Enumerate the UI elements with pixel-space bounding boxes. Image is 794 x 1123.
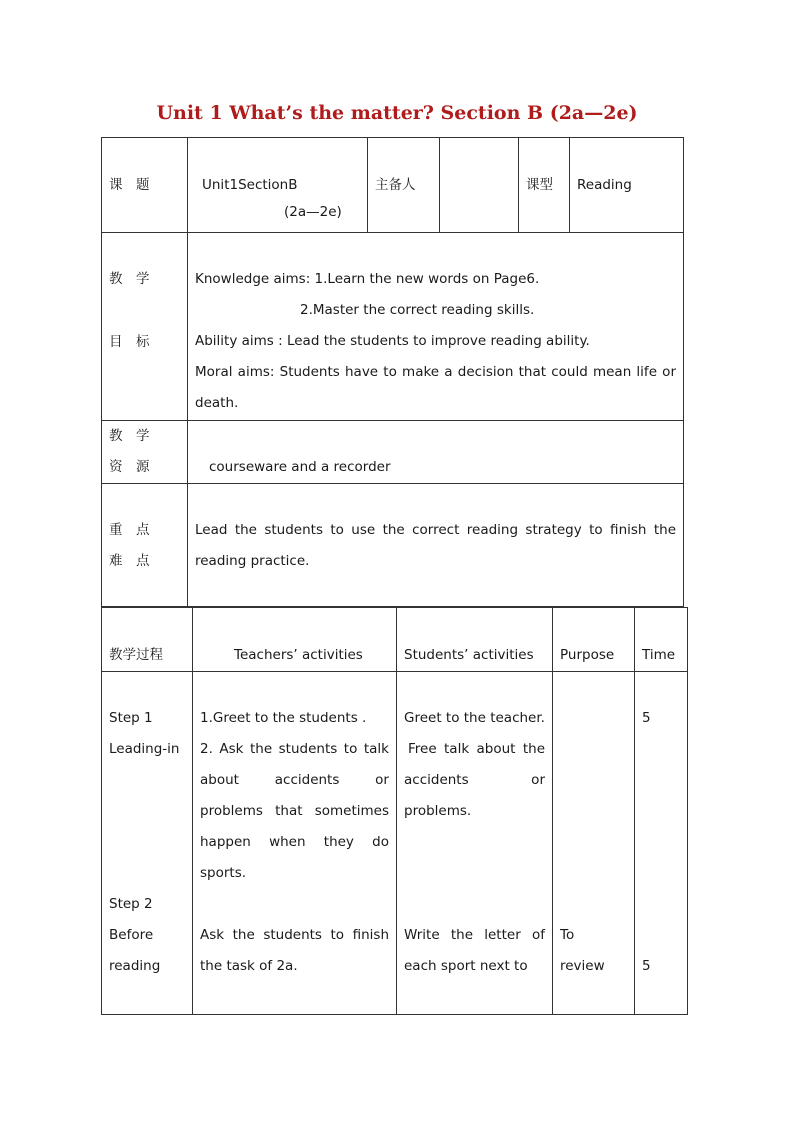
type-value-cell (570, 138, 684, 233)
key-points-value: Lead the students to use the correct reading strategy to finish the reading practice. (195, 522, 676, 569)
type-label-cell (519, 138, 570, 233)
steps-purpose-cell (553, 672, 635, 1015)
info-row (102, 138, 684, 233)
key-points-value-cell (188, 484, 684, 607)
resources-label-line1: 教 学 (109, 428, 150, 444)
steps-teacher-cell (193, 672, 397, 1015)
lesson-info-table (101, 137, 684, 607)
header-step-cell (102, 608, 193, 672)
aims-row (102, 233, 684, 421)
resources-value-cell (188, 421, 684, 484)
moral-aim: Moral aims: Students have to make a decision that could mean life or death. (195, 364, 676, 411)
header-purpose-cell (553, 608, 635, 672)
header-student-cell (397, 608, 553, 672)
process-header-row (102, 608, 688, 672)
resources-value: courseware and a recorder (209, 459, 391, 475)
key-points-label-line1: 重 点 (109, 522, 150, 538)
step2-student: Write the letter of each sport next to (404, 927, 545, 974)
steps-name-cell (102, 672, 193, 1015)
topic-value-line2: (2a—2e) (284, 204, 342, 220)
aims-label-line2: 目 标 (109, 334, 150, 350)
step2-purpose-line2: review (560, 958, 605, 974)
step1-name-line2: Leading-in (109, 741, 180, 757)
header-teacher-cell (193, 608, 397, 672)
page-title: Unit 1 What’s the matter? Section B (2a—2e) (156, 102, 638, 124)
knowledge-aim-2: 2.Master the correct reading skills. (300, 302, 535, 318)
knowledge-aim-1: Knowledge aims: 1.Learn the new words on Page6. (195, 271, 540, 287)
aims-label-line1: 教 学 (109, 271, 150, 287)
resources-label-line2: 资 源 (109, 459, 150, 475)
topic-value-line1: Unit1SectionB (202, 177, 298, 193)
type-label: 课型 (526, 177, 553, 193)
preparer-value-cell (440, 138, 519, 233)
topic-value-cell (188, 138, 368, 233)
preparer-label: 主备人 (375, 177, 416, 193)
topic-label: 课 题 (109, 177, 150, 193)
topic-label-cell (102, 138, 188, 233)
step1-teacher-2: 2. Ask the students to talk about accidents or problems that sometimes happen when they do sports. (200, 741, 389, 881)
header-time-cell (635, 608, 688, 672)
ability-aim: Ability aims : Lead the students to improve reading ability. (195, 333, 590, 349)
key-points-label-cell (102, 484, 188, 607)
step1-teacher-1: 1.Greet to the students . (200, 710, 367, 726)
step2-name-line2: Before (109, 927, 154, 943)
header-purpose: Purpose (560, 647, 615, 663)
step2-time: 5 (642, 958, 651, 974)
aims-label-cell (102, 233, 188, 421)
resources-label-cell (102, 421, 188, 484)
step2-teacher: Ask the students to finish the task of 2a. (200, 927, 389, 974)
step1-student-1: Greet to the teacher. (404, 710, 545, 726)
header-teacher: Teachers’ activities (234, 647, 363, 663)
step1-time: 5 (642, 710, 651, 726)
step1-name-line1: Step 1 (109, 710, 153, 726)
header-student: Students’ activities (404, 647, 534, 663)
step2-purpose-line1: To (560, 927, 575, 943)
key-points-label-line2: 难 点 (109, 553, 150, 569)
key-points-row (102, 484, 684, 607)
aims-value-cell (188, 233, 684, 421)
header-time: Time (642, 647, 676, 663)
step2-name-line3: reading (109, 958, 161, 974)
teaching-process-table (101, 607, 688, 1015)
step1-student-2: Free talk about the accidents or problems. (404, 741, 545, 819)
header-step: 教学过程 (109, 647, 163, 663)
preparer-label-cell (368, 138, 440, 233)
steps-student-cell (397, 672, 553, 1015)
steps-time-cell (635, 672, 688, 1015)
step2-name-line1: Step 2 (109, 896, 153, 912)
resources-row (102, 421, 684, 484)
type-value: Reading (577, 177, 632, 193)
process-steps-row (102, 672, 688, 1015)
